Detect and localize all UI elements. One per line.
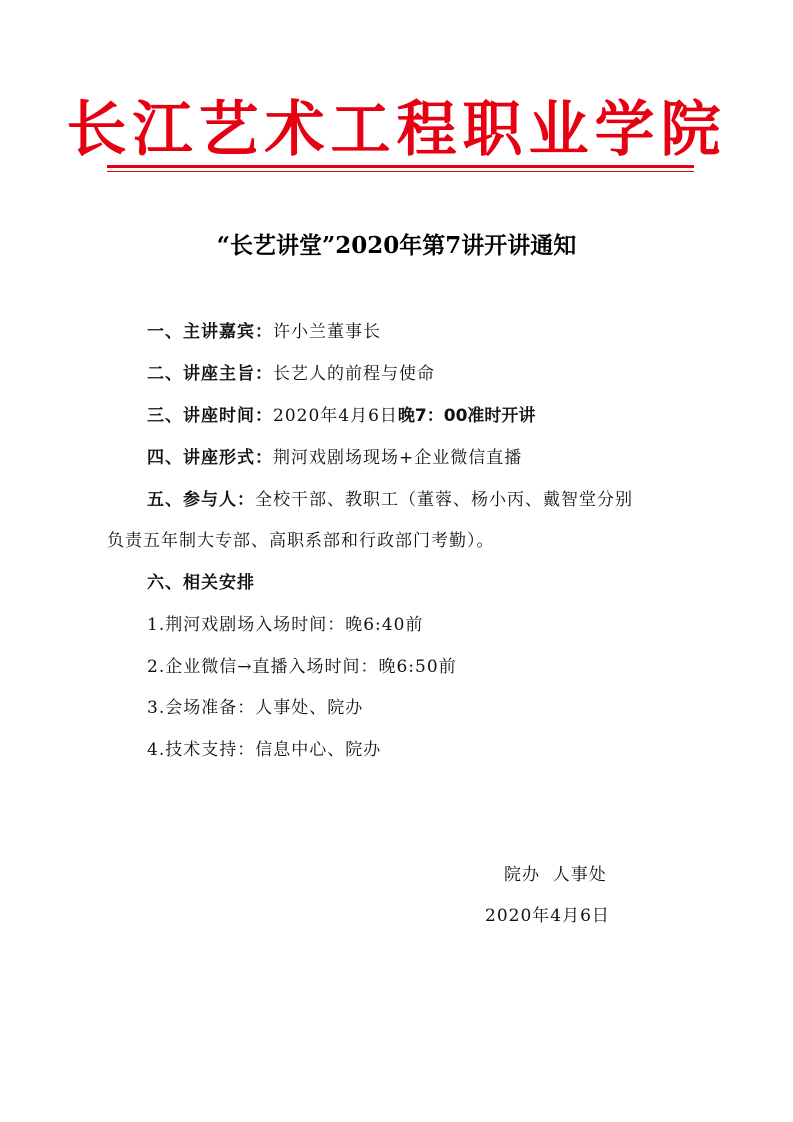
form-label: 四、讲座形式： [147, 448, 273, 468]
institution-header: 长江艺术工程职业学院 [66, 95, 727, 165]
header-rule-thin [107, 171, 694, 172]
form-value: 荆河戏剧场现场+企业微信直播 [273, 448, 523, 468]
time-date: 2020年4月6日 [273, 406, 398, 426]
form-line [147, 445, 522, 471]
arrangement-item-1: 1.荆河戏剧场入场时间：晚6:40前 [147, 615, 424, 635]
theme-value: 长艺人的前程与使命 [273, 364, 435, 384]
arrangements-label: 六、相关安排 [147, 573, 255, 593]
speaker-line [147, 319, 381, 345]
arrangements-heading-line [147, 570, 255, 596]
signature-date: 2020年4月6日 [485, 906, 610, 926]
arrangement-item-2: 2.企业微信→直播入场时间：晚6:50前 [147, 657, 457, 677]
theme-line [147, 361, 435, 387]
speaker-value: 许小兰董事长 [273, 322, 381, 342]
time-label: 三、讲座时间： [147, 406, 273, 426]
participants-label: 五、参与人： [147, 490, 255, 510]
header-rule-thick [107, 165, 694, 168]
speaker-label: 一、主讲嘉宾： [147, 322, 273, 342]
time-evening: 晚7：00准时开讲 [397, 406, 536, 426]
participants-value-line2: 负责五年制大专部、高职系部和行政部门考勤）。 [107, 531, 495, 551]
theme-label: 二、讲座主旨： [147, 364, 273, 384]
notice-title: “长艺讲堂”2020年第7讲开讲通知 [216, 232, 577, 259]
participants-value-line1: 全校干部、教职工（董蓉、杨小丙、戴智堂分别 [255, 490, 633, 510]
signature-issuers: 院办 人事处 [504, 865, 607, 885]
arrangement-item-3: 3.会场准备：人事处、院办 [147, 698, 364, 718]
arrangement-item-4: 4.技术支持：信息中心、院办 [147, 740, 382, 760]
participants-line [147, 487, 633, 513]
participants-continuation [107, 528, 495, 554]
time-line [147, 403, 535, 429]
